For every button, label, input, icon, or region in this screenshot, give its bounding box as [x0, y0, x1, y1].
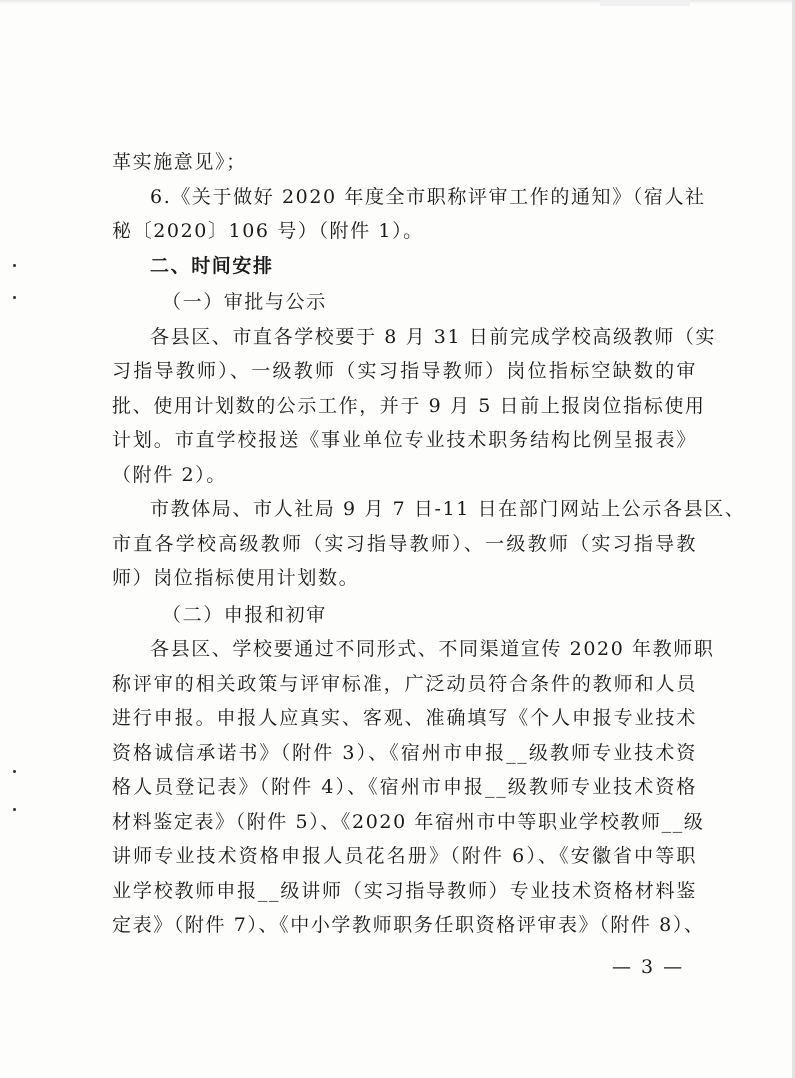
subsection-heading: （一）审批与公示 — [162, 291, 327, 313]
scan-speck — [13, 770, 16, 773]
paragraph-first-line: 市教体局、市人社局 9 月 7 日-11 日在部门网站上公示各县区、 — [150, 498, 746, 520]
paragraph-line: 称评审的相关政策与评审标准，广泛动员符合条件的教师和人员 — [112, 672, 697, 695]
paragraph-first-line: 6.《关于做好 2020 年度全市职称评审工作的通知》（宿人社 — [150, 185, 706, 208]
paragraph-line: 业学校教师申报__级讲师（实习指导教师）专业技术资格材料鉴 — [112, 879, 697, 902]
paragraph-line: 讲师专业技术资格申报人员花名册》（附件 6）、《安徽省中等职 — [112, 845, 697, 867]
paragraph-line: 市直各学校高级教师（实习指导教师）、一级教师（实习指导教 — [112, 532, 697, 555]
paragraph-first-line: 各县区、市直各学校要于 8 月 31 日前完成学校高级教师（实 — [150, 325, 717, 348]
paragraph-line: 格人员登记表》（附件 4）、《宿州市申报__级教师专业技术资格 — [112, 776, 697, 798]
page-number: — 3 — — [612, 956, 685, 978]
paragraph-line: 进行申报。申报人应真实、客观、准确填写《个人申报专业技术 — [112, 707, 697, 729]
scan-mark — [600, 0, 690, 6]
paragraph-line: 材料鉴定表》（附件 5）、《2020 年宿州市中等职业学校教师__级 — [112, 810, 705, 833]
paragraph-line: 师）岗位指标使用计划数。 — [112, 567, 360, 589]
paragraph-line: 秘〔2020〕106 号）（附件 1）。 — [112, 220, 424, 242]
paragraph-line: （附件 2）。 — [112, 463, 227, 486]
paragraph-line: 定表》（附件 7）、《中小学教师职务任职资格评审表》（附件 8）、 — [112, 914, 705, 936]
subsection-heading: （二）申报和初审 — [162, 603, 327, 626]
paragraph-line: 革实施意见》； — [112, 151, 247, 173]
paragraph-first-line: 各县区、学校要通过不同形式、不同渠道宣传 2020 年教师职 — [150, 638, 715, 660]
paragraph-line: 资格诚信承诺书》（附件 3）、《宿州市申报__级教师专业技术资 — [112, 741, 697, 764]
document-body — [112, 145, 746, 943]
scan-speck — [13, 264, 16, 267]
scan-speck — [13, 808, 16, 811]
paragraph-line: 习指导教师）、一级教师（实习指导教师）岗位指标空缺数的审 — [112, 360, 697, 382]
paragraph-line: 计划。市直学校报送《事业单位专业技术职务结构比例呈报表》 — [112, 429, 697, 451]
section-heading: 二、时间安排 — [150, 254, 274, 277]
scan-speck — [13, 296, 16, 299]
paragraph-line: 批、使用计划数的公示工作，并于 9 月 5 日前上报岗位指标使用 — [112, 394, 706, 417]
